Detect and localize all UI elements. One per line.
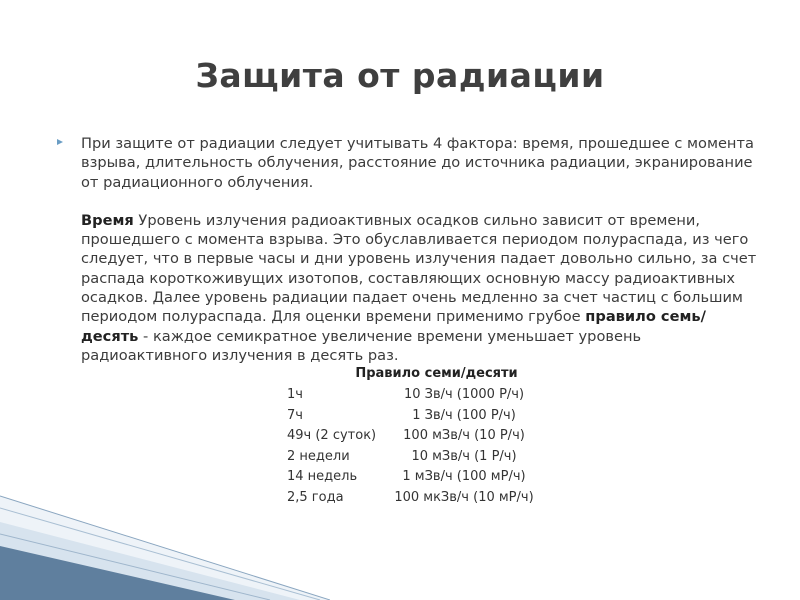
slide-title: Защита от радиации [195, 56, 605, 95]
slide-content [57, 134, 757, 365]
table-row [284, 406, 549, 427]
time-cell: 14 недель [287, 469, 358, 484]
time-cell: 7ч [287, 407, 303, 423]
table-row [284, 467, 549, 488]
time-text-part-1: Уровень излучения радиоактивных осадков сильно зависит от времени, прошедшего с момента взрыва. Это обуславливается периодом полураспада, из чего следует, что в первые часы и дни уровень излучения падает довольно сильно, за счет распада короткоживущих изотопов, составляющих основную массу радиоактивных осадков. Далее уровень радиации падает очень медленно за счет частиц с большим периодом полураспада. Для оценки времени применимо грубое [81, 211, 757, 326]
table-row [284, 385, 549, 406]
rule-table [284, 362, 549, 508]
rule-name: правило семь/десять [81, 308, 706, 345]
table-row [284, 426, 549, 447]
time-cell: 2 недели [287, 448, 350, 464]
level-cell: 100 мкЗв/ч (10 мР/ч) [394, 489, 534, 505]
time-cell: 49ч (2 суток) [287, 428, 377, 443]
level-cell: 1 мЗв/ч (100 мР/ч) [402, 469, 526, 484]
level-cell: 100 мЗв/ч (10 Р/ч) [403, 428, 525, 443]
time-paragraph [81, 211, 757, 365]
time-text-part-2: - каждое семикратное увеличение времени уменьшает уровень радиоактивного излучения в десять раз. [81, 327, 642, 364]
time-heading: Время [81, 211, 134, 229]
level-cell: 10 мЗв/ч (1 Р/ч) [411, 448, 517, 464]
bullet-item [57, 134, 757, 365]
time-cell: 2,5 года [287, 489, 344, 505]
rule-table-caption: Правило семи/десяти [355, 366, 518, 381]
bullet-arrow-icon [57, 139, 63, 145]
level-cell: 1 Зв/ч (100 Р/ч) [412, 407, 516, 423]
time-cell: 1ч [287, 387, 303, 402]
intro-paragraph: При защите от радиации следует учитывать 4 фактора: время, прошедшее с момента взрыва, длительность облучения, расстояние до источника радиации, экранирование от радиационного облучения. [81, 135, 754, 191]
table-row [284, 447, 549, 468]
level-cell: 10 Зв/ч (1000 Р/ч) [403, 387, 525, 402]
corner-wave-decoration [0, 488, 330, 600]
